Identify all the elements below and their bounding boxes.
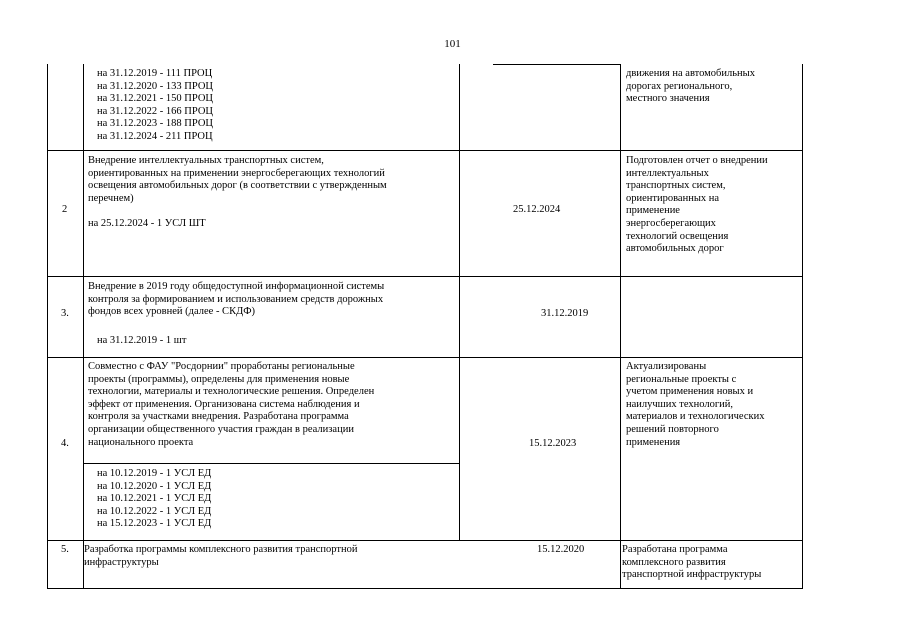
target-line: на 31.12.2021 - 150 ПРОЦ — [97, 93, 213, 105]
table-border-top — [493, 64, 621, 65]
result-line: Разработана программа — [622, 544, 728, 555]
activity-line: контроля за формированием и использованием средств дорожных — [88, 293, 384, 305]
activity-line: Разработка программы комплексного развития транспортной — [84, 544, 358, 555]
result-text — [622, 544, 761, 582]
result-line: транспортных систем, — [626, 180, 726, 192]
target-line: на 10.12.2019 - 1 УСЛ ЕД — [97, 468, 212, 479]
target-line: на 25.12.2024 - 1 УСЛ ШТ — [88, 218, 206, 229]
result-line: наилучших технологий, — [626, 398, 733, 410]
row-number: 5. — [61, 544, 69, 555]
row-divider — [47, 150, 803, 151]
result-text — [626, 361, 765, 449]
deadline-date: 25.12.2024 — [513, 204, 561, 215]
row-divider — [47, 540, 803, 541]
result-line: дорогах регионального, — [626, 80, 733, 92]
result-line: технологий освещения — [626, 230, 729, 242]
activity-line: инфраструктуры — [84, 556, 159, 568]
cell-divider — [83, 463, 460, 464]
result-line: применения — [626, 436, 681, 448]
result-line: движения на автомобильных — [626, 68, 755, 79]
row-number: 3. — [61, 308, 69, 319]
target-line: на 10.12.2022 - 1 УСЛ ЕД — [97, 505, 212, 517]
deadline-date: 15.12.2020 — [537, 544, 585, 555]
column-divider — [83, 64, 84, 589]
result-line: ориентированных на — [626, 192, 720, 204]
target-line: на 10.12.2020 - 1 УСЛ ЕД — [97, 480, 212, 492]
result-line: комплексного развития — [622, 556, 726, 568]
result-line: автомобильных дорог — [626, 243, 724, 255]
activity-text — [88, 281, 384, 319]
result-line: интеллектуальных — [626, 167, 709, 179]
result-line: материалов и технологических — [626, 411, 765, 423]
activity-text — [84, 544, 357, 569]
result-line: применение — [626, 205, 680, 217]
table-border-left — [47, 64, 48, 589]
row-divider — [47, 276, 803, 277]
row-divider — [47, 357, 803, 358]
activity-line: перечнем) — [88, 192, 134, 204]
activity-line: освещения автомобильных дорог (в соответствии с утвержденным — [88, 180, 387, 192]
target-values — [97, 468, 211, 531]
result-line: Подготовлен отчет о внедрении — [626, 155, 768, 166]
activity-line: эффект от применения. Организована система наблюдения и — [88, 398, 360, 410]
table-border-right — [802, 64, 803, 589]
target-line: на 10.12.2021 - 1 УСЛ ЕД — [97, 493, 212, 505]
activity-line: контроля за участками внедрения. Разработана программа — [88, 411, 349, 423]
row-number: 2 — [62, 204, 68, 215]
target-line: на 31.12.2024 - 211 ПРОЦ — [97, 130, 213, 142]
table-border-bottom — [47, 588, 803, 589]
result-line: транспортной инфраструктуры — [622, 569, 762, 581]
activity-line: проекты (программы), определены для применения новые — [88, 373, 350, 385]
activity-line: Внедрение в 2019 году общедоступной информационной системы — [88, 281, 385, 292]
target-line: на 15.12.2023 - 1 УСЛ ЕД — [97, 518, 212, 530]
activity-text — [88, 361, 374, 449]
activity-line: технологии, материалы и технологические решения. Определен — [88, 386, 375, 398]
result-line: региональные проекты с — [626, 373, 737, 385]
result-line: местного значения — [626, 93, 710, 105]
result-text — [626, 68, 755, 106]
activity-line: фондов всех уровней (далее - СКДФ) — [88, 306, 256, 318]
target-line: на 31.12.2020 - 133 ПРОЦ — [97, 80, 213, 92]
column-divider — [620, 64, 621, 589]
result-line: решений повторного — [626, 423, 719, 435]
result-line: энергосберегающих — [626, 217, 716, 229]
result-line: учетом применения новых и — [626, 386, 754, 398]
activity-line: организации общественного участия граждан в реализации — [88, 423, 354, 435]
activity-line: ориентированных на применении энергосберегающих технологий — [88, 167, 385, 179]
target-values — [97, 68, 213, 144]
activity-line: Внедрение интеллектуальных транспортных систем, — [88, 155, 324, 166]
result-line: Актуализированы — [626, 361, 707, 372]
activity-line: Совместно с ФАУ "Росдорнии" проработаны региональные — [88, 361, 355, 372]
activity-line: национального проекта — [88, 436, 194, 448]
result-text — [626, 155, 768, 256]
target-line: на 31.12.2022 - 166 ПРОЦ — [97, 105, 213, 117]
deadline-date: 31.12.2019 — [541, 308, 589, 319]
target-line: на 31.12.2023 - 188 ПРОЦ — [97, 118, 213, 130]
activity-text — [88, 155, 387, 205]
page-number: 101 — [444, 38, 461, 50]
column-divider — [459, 64, 460, 541]
target-line: на 31.12.2019 - 111 ПРОЦ — [97, 68, 213, 79]
target-line: на 31.12.2019 - 1 шт — [97, 335, 187, 346]
row-number: 4. — [61, 438, 69, 449]
deadline-date: 15.12.2023 — [529, 438, 577, 449]
